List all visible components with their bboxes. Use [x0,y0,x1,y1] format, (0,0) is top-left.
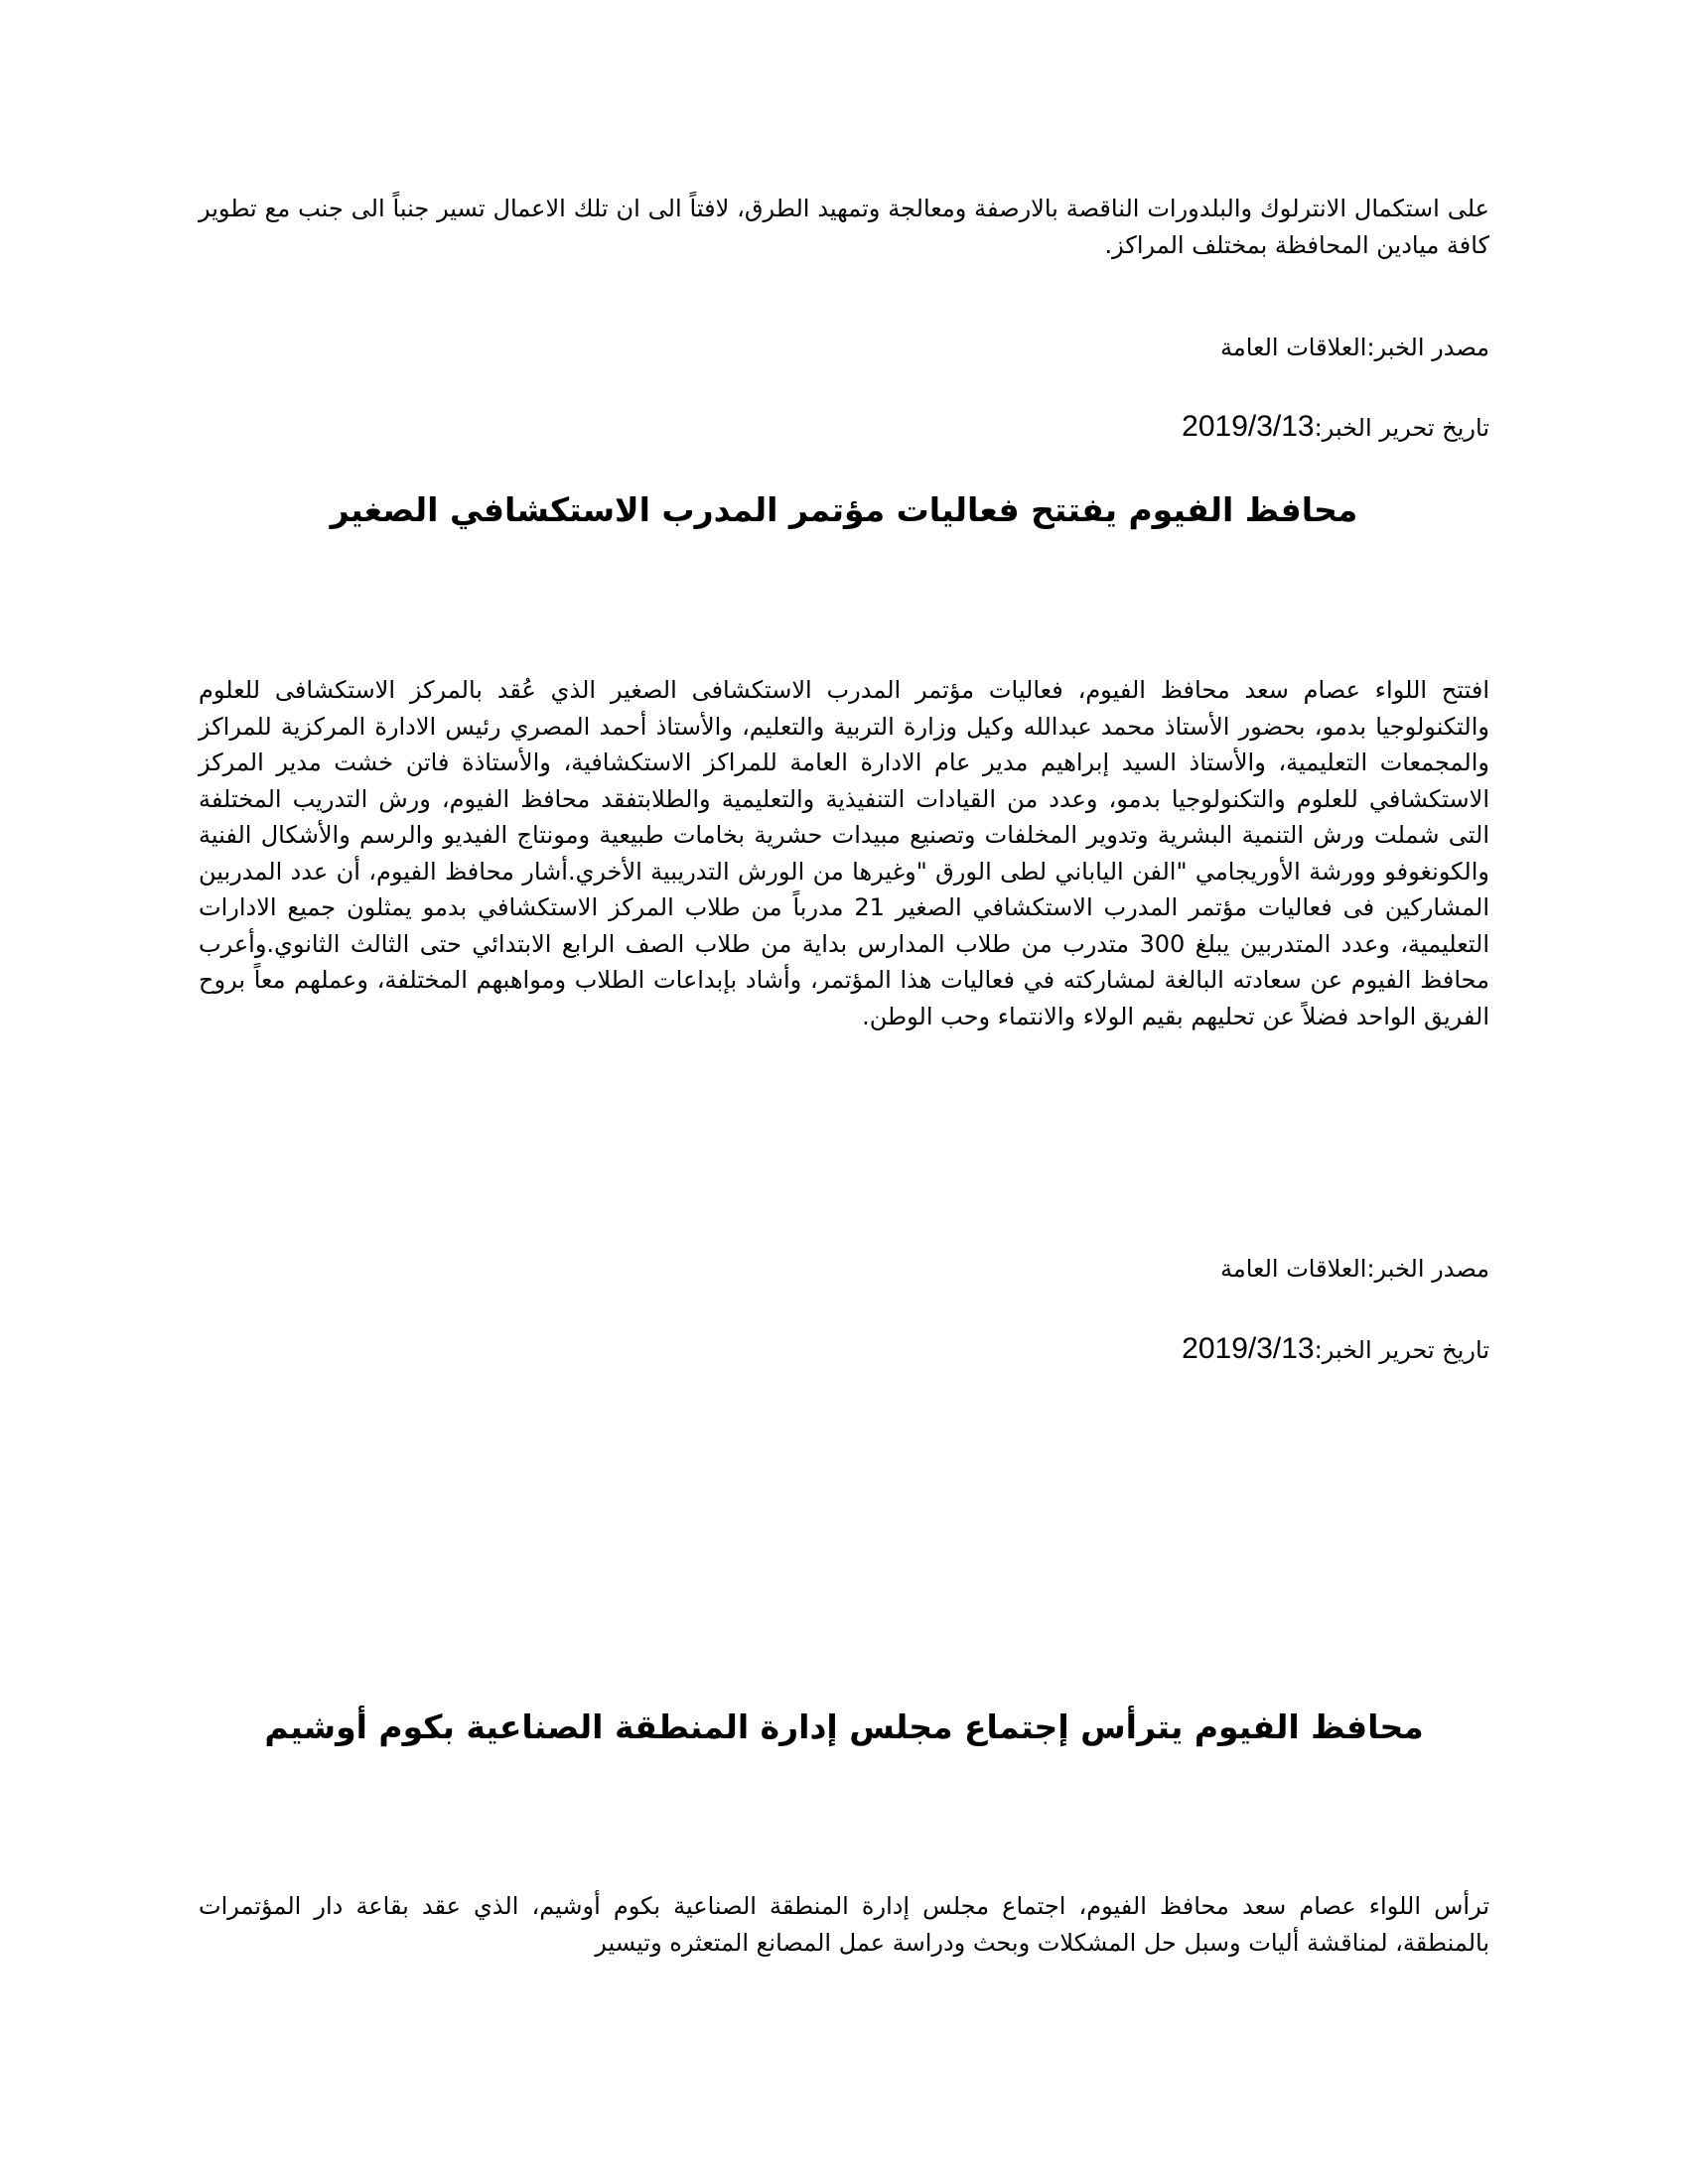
article-title: محافظ الفيوم يترأس إجتماع مجلس إدارة المنطقة الصناعية بكوم أوشيم [264,1707,1424,1746]
article-body: افتتح اللواء عصام سعد محافظ الفيوم، فعاليات مؤتمر المدرب الاستكشافى الصغير الذي عُقد بالمركز الاستكشافى للعلوم والتكنولوجيا بدمو، بحضور الأستاذ محمد عبدالله وكيل وزارة التربية والتعليم، والأستاذ أحمد المصري رئيس الادارة المركزية للمراكز والمجمعات التعليمية، والأستاذ السيد إبراهيم مدير عام الادارة العامة للمراكز الاستكشافية، والأستاذة فاتن خشت مدير المركز الاستكشافي للعلوم والتكنولوجيا بدمو، وعدد من القيادات التنفيذية والتعليمية والطلابتفقد محافظ الفيوم، ورش التدريب المختلفة التى شملت ورش التنمية البشرية وتدوير المخلفات وتصنيع مبيدات حشرية بخامات طبيعية ومونتاج الفيديو والرسم والأشكال الفنية والكونغوفو وورشة الأوريجامي "الفن الياباني لطى الورق "وغيرها من الورش التدريبية الأخري.أشار محافظ الفيوم، أن عدد المدربين المشاركين فى فعاليات مؤتمر المدرب الاستكشافي الصغير 21 مدرباً من طلاب المركز الاستكشافي بدمو يمثلون جميع الادارات التعليمية، وعدد المتدربين يبلغ 300 متدرب من طلاب المدارس بداية من طلاب الصف الرابع الابتدائي حتى الثالث الثانوي.وأعرب محافظ الفيوم عن سعادته البالغة لمشاركته في فعاليات هذا المؤتمر، وأشاد بإبداعات الطلاب ومواهبهم المختلفة، وعملهم معاً بروح الفريق الواحد فضلاً عن تحليهم بقيم الولاء والانتماء وحب الوطن. [199,676,1490,1030]
news-date-line [1182,1333,1489,1366]
continuation-paragraph: على استكمال الانترلوك والبلدورات الناقصة بالارصفة ومعالجة وتمهيد الطرق، لافتاً الى ان تلك الاعمال تسير جنباً الى جنب مع تطوير كافة ميادين المحافظة بمختلف المراكز. [199,195,1489,259]
news-date-label: تاريخ تحرير الخبر: [1314,414,1489,442]
news-source-value: العلاقات العامة [1219,334,1367,361]
news-source-value: العلاقات العامة [1219,1255,1367,1283]
news-source-line [1220,1253,1489,1285]
news-source-line [1220,332,1489,363]
news-date-value: 2019/3/13 [1182,1332,1315,1365]
news-date-line [1182,411,1489,444]
news-source-label: مصدر الخبر: [1366,1255,1489,1283]
article-body: ترأس اللواء عصام سعد محافظ الفيوم، اجتماع مجلس إدارة المنطقة الصناعية بكوم أوشيم، الذي عقد بقاعة دار المؤتمرات بالمنطقة، لمناقشة أليات وسبل حل المشكلات وبحث ودراسة عمل المصانع المتعثره وتيسير [199,1892,1489,1957]
news-date-value: 2019/3/13 [1182,410,1315,443]
news-date-label: تاريخ تحرير الخبر: [1314,1336,1489,1364]
news-source-label: مصدر الخبر: [1366,334,1489,361]
article-title: محافظ الفيوم يفتتح فعاليات مؤتمر المدرب الاستكشافي الصغير [330,490,1358,529]
